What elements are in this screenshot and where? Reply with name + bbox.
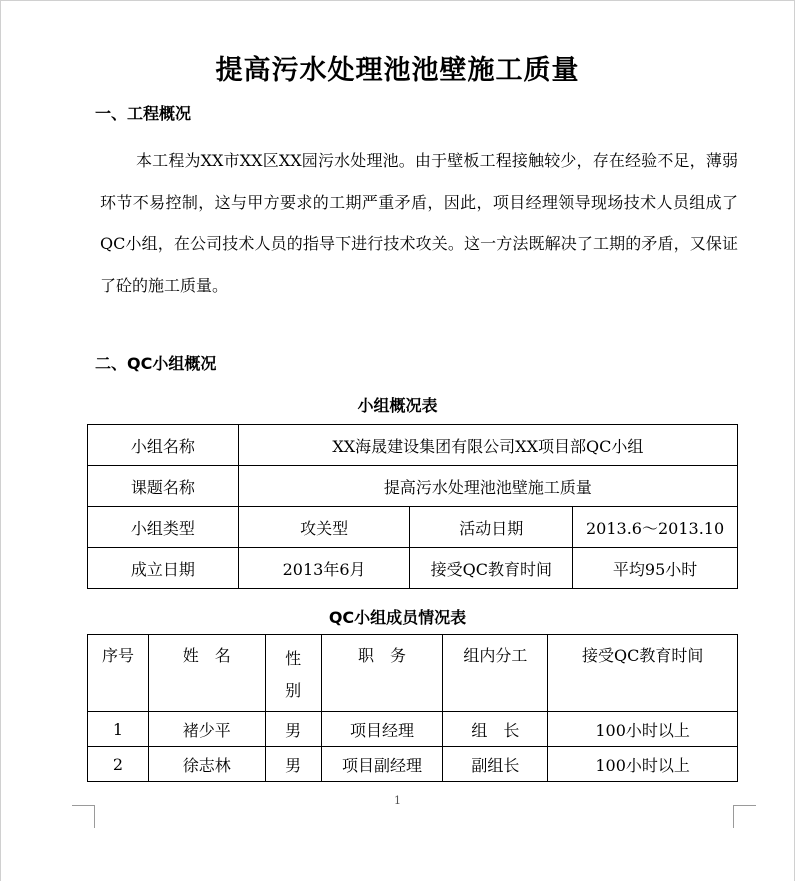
table-row [88, 466, 738, 507]
page-number: 1 [394, 794, 401, 807]
table-cell: 接受QC教育时间 [410, 548, 573, 589]
table-row [88, 712, 738, 747]
table-cell: 副组长 [443, 747, 548, 782]
table-cell: XX海晟建设集团有限公司XX项目部QC小组 [238, 425, 737, 466]
group-overview-table [87, 424, 738, 589]
page-top-edge [0, 0, 795, 1]
column-header: 姓 名 [148, 635, 265, 712]
table-cell: 2013年6月 [238, 548, 410, 589]
column-header-text: 性别 [285, 649, 302, 700]
table-cell: 男 [265, 747, 321, 782]
table-cell: 平均95小时 [573, 548, 738, 589]
column-header: 职 务 [321, 635, 443, 712]
table-cell: 课题名称 [88, 466, 239, 507]
column-header: 接受QC教育时间 [548, 635, 738, 712]
table-cell: 项目经理 [321, 712, 443, 747]
table-cell: 成立日期 [88, 548, 239, 589]
members-table-caption: QC小组成员情况表 [328, 608, 467, 627]
column-header [265, 635, 321, 712]
table-cell: 小组类型 [88, 507, 239, 548]
table-cell: 活动日期 [410, 507, 573, 548]
table-row [88, 425, 738, 466]
table-cell: 2013.6～2013.10 [573, 507, 738, 548]
margin-corner-mark-left [72, 805, 95, 828]
table-cell: 100小时以上 [548, 712, 738, 747]
table-cell: 徐志林 [148, 747, 265, 782]
section-heading-qc-group: 二、QC小组概况 [95, 354, 217, 373]
table-cell: 男 [265, 712, 321, 747]
table-cell: 攻关型 [238, 507, 410, 548]
table-cell: 小组名称 [88, 425, 239, 466]
table-row [88, 747, 738, 782]
page-left-edge [0, 0, 1, 881]
table-cell: 2 [88, 747, 149, 782]
document-title: 提高污水处理池池壁施工质量 [215, 55, 580, 86]
overview-paragraph: 本工程为XX市XX区XX园污水处理池。由于壁板工程接触较少，存在经验不足，薄弱环节不易控制，这与甲方要求的工期严重矛盾，因此，项目经理领导现场技术人员组成了QC小组，在公司技术人员的指导下进行技术攻关。这一方法既解决了工期的矛盾，又保证了砼的施工质量。 [100, 151, 738, 295]
column-header: 序号 [88, 635, 149, 712]
group-table-caption: 小组概况表 [357, 396, 438, 415]
column-header: 组内分工 [443, 635, 548, 712]
members-table [87, 634, 738, 782]
table-cell: 组 长 [443, 712, 548, 747]
table-cell: 1 [88, 712, 149, 747]
table-cell: 褚少平 [148, 712, 265, 747]
table-header-row [88, 635, 738, 712]
table-cell: 项目副经理 [321, 747, 443, 782]
table-row [88, 548, 738, 589]
section-heading-overview: 一、工程概况 [95, 104, 192, 123]
margin-corner-mark-right [733, 805, 756, 828]
table-cell: 100小时以上 [548, 747, 738, 782]
table-cell: 提高污水处理池池壁施工质量 [238, 466, 737, 507]
table-row [88, 507, 738, 548]
